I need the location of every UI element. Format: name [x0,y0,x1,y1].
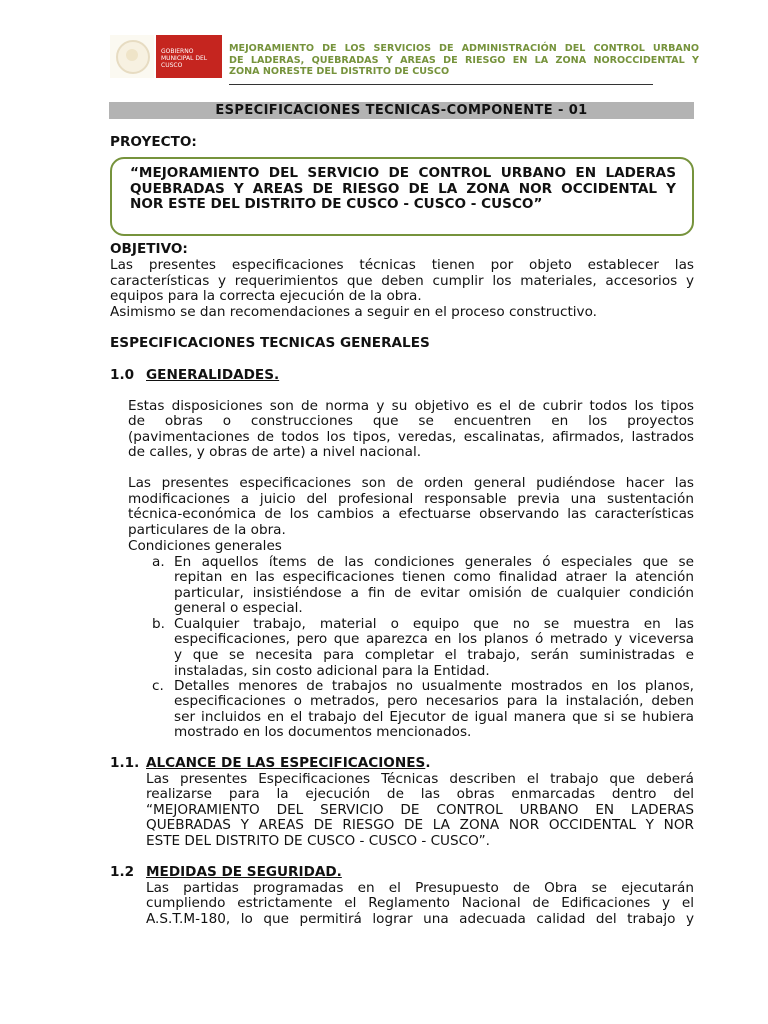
project-title-line: “MEJORAMIENTO DEL SERVICIO DE CONTROL URBANO EN LADERAS [130,165,676,181]
section-number: 1.0 [110,367,135,383]
list-item-line: especificaciones, pero que aparezca en los planos ó metrado y viceversa [174,631,694,647]
conditions-label: Condiciones generales [128,538,282,554]
list-item-line: En aquellos ítems de las condiciones generales ó especiales que se [174,554,694,570]
paragraph-line: de calles, y obras de arte) a nivel nacional. [128,444,422,460]
header-title-line: MEJORAMIENTO DE LOS SERVICIOS DE ADMINISTRACIÓN DEL CONTROL URBANO [229,43,699,54]
objetivo-label: OBJETIVO: [110,241,188,257]
objetivo-line: características y requerimientos que deben cumplir los materiales, accesorios y [110,273,694,289]
objetivo-line: Las presentes especificaciones técnicas tienen por objeto establecer las [110,257,694,273]
list-item-line: ser incluidos en el trabajo del Ejecutor de igual manera que si se hubiera [174,709,694,725]
section-number: 1.1. [110,755,140,771]
list-item-line: repitan en las especificaciones tienen como finalidad atraer la atención [174,569,694,585]
general-heading: ESPECIFICACIONES TECNICAS GENERALES [110,335,430,351]
section-title-alcance-text: ALCANCE DE LAS ESPECIFICACIONES [146,755,426,771]
paragraph-line: realizarse para la ejecución de las obras enmarcadas dentro del [146,786,694,802]
section-title-alcance [146,756,430,772]
paragraph-line: Las presentes especificaciones son de orden general pudiéndose hacer las [128,475,694,491]
seal-icon [110,35,154,78]
logo-line: MUNICIPAL DEL [161,55,208,62]
project-title-line: QUEBRADAS Y AREAS DE RIESGO DE LA ZONA NOR OCCIDENTAL Y [130,180,676,197]
logo-line: GOBIERNO [161,48,194,55]
objetivo-line: Asimismo se dan recomendaciones a seguir en el proceso constructivo. [110,304,598,320]
list-item-line: particular, insistiéndose a fin de evitar omisión de cualquier condición [174,585,694,601]
list-item-line: general o especial. [174,600,303,616]
proyecto-label: PROYECTO: [110,134,197,150]
section-bar [109,102,694,119]
section-title-generalidades: GENERALIDADES. [146,367,280,383]
header-rule [229,84,653,85]
paragraph-line: Las partidas programadas en el Presupuesto de Obra se ejecutarán [146,880,694,896]
paragraph-line: cumpliendo estrictamente el Reglamento Nacional de Edificaciones y el [146,895,694,911]
paragraph-line: modificaciones a juicio del profesional responsable previa una sustentación [128,491,694,507]
section-title-seguridad: MEDIDAS DE SEGURIDAD. [146,864,342,880]
list-item-letter: b. [152,616,165,632]
paragraph-line: técnica-económica de los cambios a efectuarse observando las características [128,506,694,522]
list-item-line: y que se necesita para completar el trabajo, serán suministradas e [174,647,694,663]
list-item-letter: a. [152,554,165,570]
project-title-line: NOR ESTE DEL DISTRITO DE CUSCO - CUSCO - CUSCO” [130,196,543,212]
list-item-line: mostrado en los documentos mencionados. [174,724,472,740]
paragraph-line: Las presentes Especificaciones Técnicas describen el trabajo que deberá [146,771,694,787]
paragraph-line: ESTE DEL DISTRITO DE CUSCO - CUSCO - CUSCO”. [146,833,490,849]
paragraph-line: QUEBRADAS Y AREAS DE RIESGO DE LA ZONA NOR OCCIDENTAL Y NOR [146,817,694,833]
paragraph-line: (pavimentaciones de todos los tipos, veredas, escalinatas, afirmados, lastrados [128,429,694,445]
list-item-line: Detalles menores de trabajos no usualmente mostrados en los planos, [174,678,694,694]
list-item-letter: c. [152,678,164,694]
objetivo-line: equipos para la correcta ejecución de la obra. [110,288,422,304]
paragraph-line: de obras o construcciones que se encuentren en los proyectos [128,413,694,429]
paragraph-line: A.S.T.M-180, lo que permitirá lograr una adecuada calidad del trabajo y [146,911,694,927]
list-item-line: instaladas, sin costo adicional para la Entidad. [174,663,490,679]
section-bar-title: ESPECIFICACIONES TECNICAS-COMPONENTE - 01 [215,103,588,118]
header-title [229,43,699,78]
paragraph-line: particulares de la obra. [128,522,286,538]
header-title-line: DE LADERAS, QUEBRADAS Y AREAS DE RIESGO EN LA ZONA NOROCCIDENTAL Y [229,54,699,66]
list-item-line: especificaciones o metrados, pero necesarios para la instalación, deben [174,693,694,709]
list-item-line: Cualquier trabajo, material o equipo que no se muestra en las [174,616,694,632]
section-number: 1.2 [110,864,135,880]
municipal-logo [110,35,222,78]
project-title-box [110,157,694,236]
paragraph-line: “MEJORAMIENTO DEL SERVICIO DE CONTROL URBANO EN LADERAS [146,802,694,818]
section-title-period: . [425,755,431,771]
header-title-line: ZONA NORESTE DEL DISTRITO DE CUSCO [229,66,450,77]
logo-line: CUSCO [161,62,183,69]
logo-text-box [156,35,222,78]
paragraph-line: Estas disposiciones son de norma y su objetivo es el de cubrir todos los tipos [128,398,694,414]
